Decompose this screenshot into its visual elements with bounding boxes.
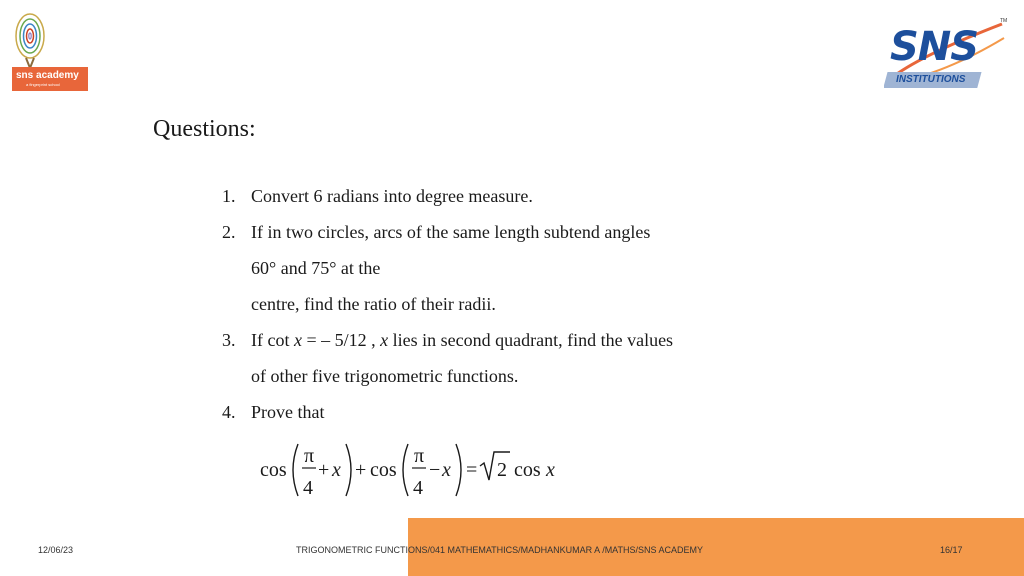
pi-numerator: π: [414, 445, 425, 467]
question-number: 4.: [222, 402, 236, 422]
logo-right-subtitle: INSTITUTIONS: [896, 74, 966, 85]
q3-var-x: x: [380, 330, 389, 350]
logo-right-brand: SNS: [890, 24, 979, 70]
pi-numerator: π: [304, 445, 315, 467]
question-text: of other five trigonometric functions.: [251, 366, 519, 386]
question-text: 60° and 75° at the: [251, 258, 381, 278]
logo-right-tm: TM: [1000, 18, 1008, 24]
logo-left-tagline: a fingerprint school: [26, 82, 60, 87]
sns-institutions-logo: [884, 18, 1010, 94]
left-paren: [403, 444, 408, 496]
trig-identity-formula: [258, 438, 558, 502]
rhs-var-x: x: [546, 459, 555, 481]
cos-term-1: cos: [260, 459, 287, 481]
denominator: 4: [413, 477, 423, 499]
sqrt-radicand: 2: [497, 459, 507, 481]
rhs-cos: cos: [514, 459, 541, 481]
question-number: 1.: [222, 186, 236, 206]
right-paren: [346, 444, 351, 496]
page-title: Questions:: [153, 116, 256, 142]
q3-text-a: If cot: [251, 330, 294, 350]
question-text: Prove that: [251, 402, 325, 422]
var-x: x: [442, 459, 451, 481]
cos-term-2: cos: [370, 459, 397, 481]
logo-left-brand: sns academy: [16, 70, 79, 81]
q3-var-x: x: [293, 330, 302, 350]
footer-date: 12/06/23: [38, 545, 74, 555]
sns-academy-logo: [12, 10, 90, 92]
denominator: 4: [303, 477, 313, 499]
var-x: x: [332, 459, 341, 481]
question-number: 2.: [222, 222, 236, 242]
footer-course: TRIGONOMETRIC FUNCTIONS/041 MATHEMATHICS/MADHANKUMAR A /MATHS/SNS ACADEMY: [296, 545, 704, 555]
question-number: 3.: [222, 330, 236, 350]
plus-sign: +: [355, 459, 367, 481]
q3-text-c: lies in second quadrant, find the values: [388, 330, 674, 350]
plus-sign: +: [318, 459, 330, 481]
q3-text-b: = – 5/12 ,: [301, 330, 381, 350]
question-text: If in two circles, arcs of the same length subtend angles: [251, 222, 651, 242]
minus-sign: −: [429, 459, 441, 481]
question-text: [251, 322, 673, 358]
left-paren: [293, 444, 298, 496]
right-paren: [456, 444, 461, 496]
question-text: Convert 6 radians into degree measure.: [251, 186, 533, 206]
question-text: centre, find the ratio of their radii.: [251, 294, 496, 314]
footer-page-number: 16/17: [940, 545, 963, 555]
equals-sign: =: [466, 459, 478, 481]
